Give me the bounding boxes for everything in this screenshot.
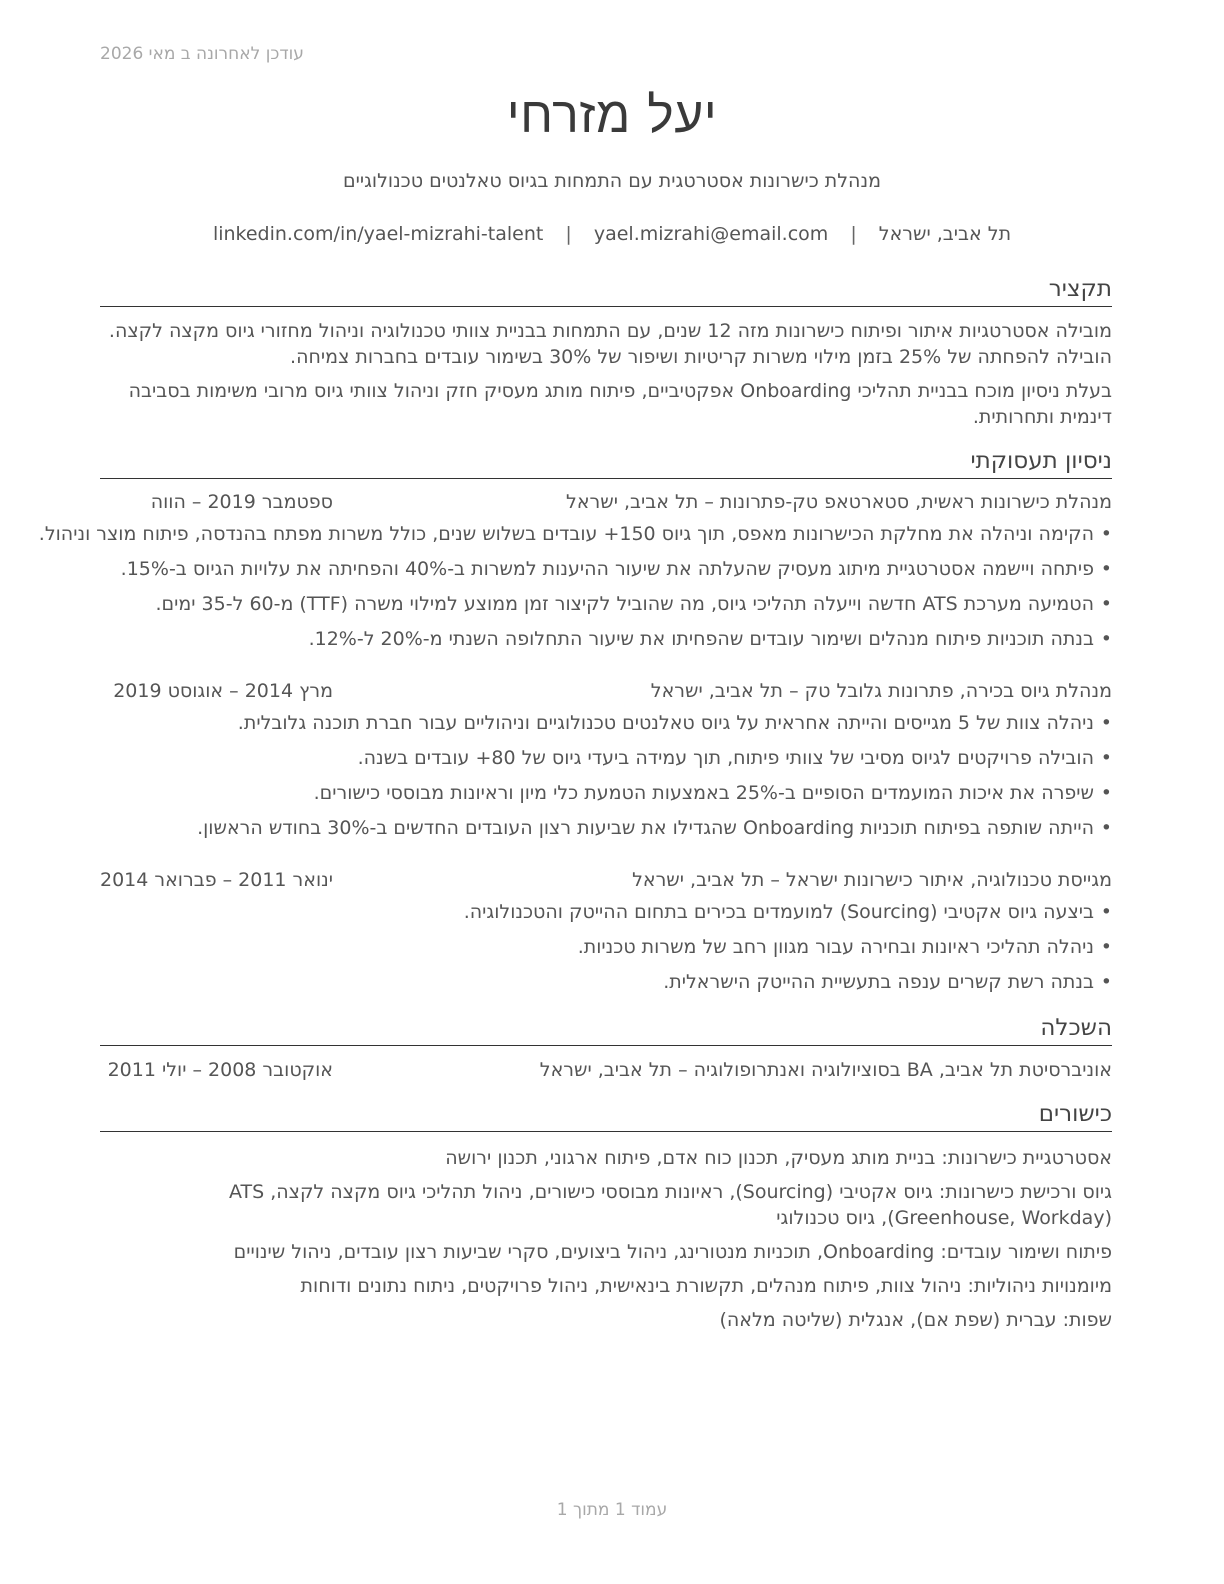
summary-paragraph: מובילה אסטרטגיות איתור ופיתוח כישרונות מזה 12 שנים, עם התמחות בבניית צוותי טכנולוגיה וניהול מחזורי גיוס מקצה לקצה. הובילה להפחתה של 25% בזמן מילוי משרות קריטיות ושיפור של 30% בשימור עובדים בחברות צמיחה.: [108, 320, 1112, 368]
list-item: • בנתה תוכניות פיתוח מנהלים ושימור עובדים שהפחיתו את שיעור התחלופה השנתי מ-20% ל-12%.: [100, 626, 1112, 661]
section-title-skills: כישורים: [100, 1099, 1112, 1132]
last-updated: עודכן לאחרונה ב מאי 2026: [100, 44, 304, 64]
education-title: אוניברסיטת תל אביב, BA בסוציולוגיה ואנתרופולוגיה – תל אביב, ישראל: [539, 1059, 1112, 1081]
contact-separator: |: [565, 223, 572, 245]
job-dates: מרץ 2014 – אוגוסט 2019: [113, 680, 333, 702]
list-item: • ביצעה גיוס אקטיבי (Sourcing) למועמדים בכירים בתחום ההייטק והטכנולוגיה.: [100, 899, 1112, 934]
job-bullets: [100, 899, 1112, 1004]
skills-block: [100, 1145, 1112, 1341]
education-dates: אוקטובר 2008 – יולי 2011: [107, 1059, 333, 1081]
contact-linkedin[interactable]: linkedin.com/in/yael-mizrahi-talent: [212, 223, 544, 245]
page-number: עמוד 1 מתוך 1: [556, 1500, 668, 1520]
contact-location: תל אביב, ישראל: [878, 223, 1012, 245]
job-header: [100, 680, 1112, 706]
job-title: מנהלת כישרונות ראשית, סטארטאפ טק-פתרונות – תל אביב, ישראל: [566, 491, 1112, 513]
headline: מנהלת כישרונות אסטרטגית עם התמחות בגיוס טאלנטים טכנולוגיים: [342, 170, 881, 192]
list-item: • בנתה רשת קשרים ענפה בתעשיית ההייטק הישראלית.: [100, 969, 1112, 1004]
list-item: • פיתחה ויישמה אסטרטגיית מיתוג מעסיק שהעלתה את שיעור ההיענות למשרות ב-40% והפחיתה את עלויות הגיוס ב-15%.: [100, 556, 1112, 591]
section-title-education: השכלה: [100, 1013, 1112, 1046]
list-item: • הטמיעה מערכת ATS חדשה וייעלה תהליכי גיוס, מה שהוביל לקיצור זמן ממוצע למילוי משרה (TTF) מ-60 ל-35 ימים.: [100, 591, 1112, 626]
list-item: • ניהלה צוות של 5 מגייסים והייתה אחראית על גיוס טאלנטים טכנולוגיים וניהוליים עבור חברת תוכנה גלובלית.: [100, 710, 1112, 745]
job-bullets: [100, 710, 1112, 850]
contact-line: [0, 223, 1224, 245]
job-title: מגייסת טכנולוגיה, איתור כישרונות ישראל – תל אביב, ישראל: [632, 869, 1112, 891]
list-item: • הקימה וניהלה את מחלקת הכישרונות מאפס, תוך גיוס 150+ עובדים בשלוש שנים, כולל משרות מפתח בהנדסה, פיתוח מוצר וניהול.: [100, 521, 1112, 556]
job-bullets: [38, 521, 1112, 661]
list-item: • הובילה פרויקטים לגיוס מסיבי של צוותי פיתוח, תוך עמידה ביעדי גיוס של 80+ עובדים בשנה.: [100, 745, 1112, 780]
list-item: • ניהלה תהליכי ראיונות ובחירה עבור מגוון רחב של משרות טכניות.: [100, 934, 1112, 969]
list-item: • שיפרה את איכות המועמדים הסופיים ב-25% באמצעות הטמעת כלי מיון וראיונות מבוססי כישורים.: [100, 780, 1112, 815]
contact-separator: |: [850, 223, 857, 245]
skill-line: פיתוח ושימור עובדים: Onboarding, תוכניות מנטורינג, ניהול ביצועים, סקרי שביעות רצון עובדים, ניהול שינויים: [233, 1241, 1112, 1263]
job-header: [100, 491, 1112, 517]
candidate-name: יעל מזרחי: [506, 86, 718, 144]
summary-block: [100, 318, 1112, 430]
summary-paragraph: בעלת ניסיון מוכח בבניית תהליכי Onboarding אפקטיביים, פיתוח מותג מעסיק חזק וניהול צוותי גיוס מרובי משימות בסביבה דינמית ותחרותית.: [128, 380, 1112, 428]
section-title-experience: ניסיון תעסוקתי: [100, 446, 1112, 479]
list-item: • הייתה שותפה בפיתוח תוכניות Onboarding שהגדילו את שביעות רצון העובדים החדשים ב-30% בחודש הראשון.: [100, 815, 1112, 850]
job-dates: ספטמבר 2019 – הווה: [150, 491, 333, 513]
skill-line: שפות: עברית (שפת אם), אנגלית (שליטה מלאה): [719, 1309, 1112, 1331]
skill-line: גיוס ורכישת כישרונות: גיוס אקטיבי (Sourcing), ראיונות מבוססי כישורים, ניהול תהליכי גיוס מקצה לקצה, ATS (Greenhouse, Workday), גיוס טכנולוגי: [228, 1181, 1112, 1229]
job-dates: ינואר 2011 – פברואר 2014: [99, 869, 333, 891]
skill-line: מיומנויות ניהוליות: ניהול צוות, פיתוח מנהלים, תקשורת בינאישית, ניהול פרויקטים, ניתוח נתונים ודוחות: [300, 1275, 1112, 1297]
contact-email[interactable]: yael.mizrahi@email.com: [593, 223, 829, 245]
job-title: מנהלת גיוס בכירה, פתרונות גלובל טק – תל אביב, ישראל: [650, 680, 1112, 702]
skill-line: אסטרטגיית כישרונות: בניית מותג מעסיק, תכנון כוח אדם, פיתוח ארגוני, תכנון ירושה: [445, 1147, 1112, 1169]
section-title-summary: תקציר: [100, 274, 1112, 307]
education-entry: [100, 1059, 1112, 1085]
job-header: [100, 869, 1112, 895]
